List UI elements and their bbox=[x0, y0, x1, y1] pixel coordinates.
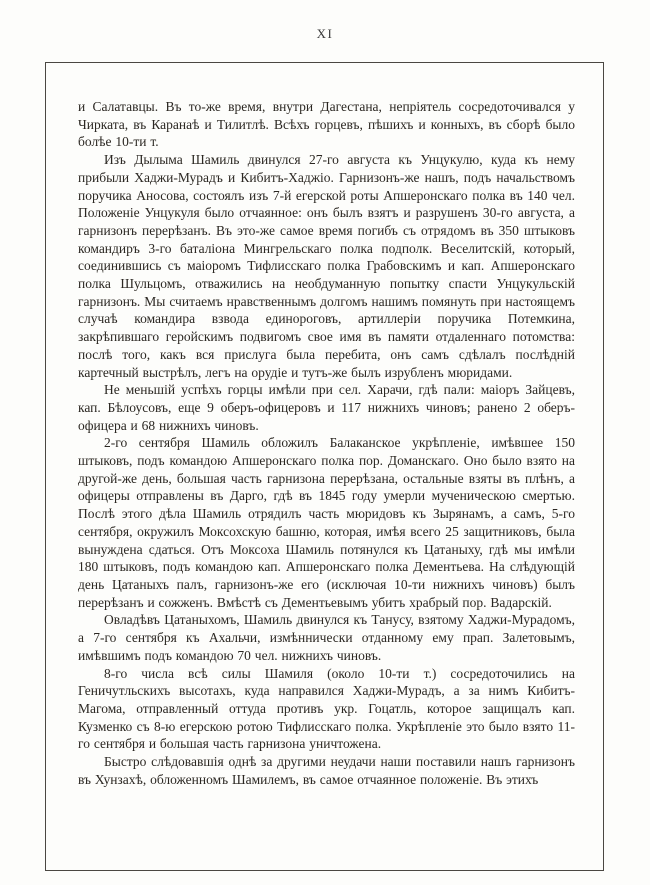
paragraph: 8-го числа всѣ силы Шамиля (около 10-ти т.) сосредоточились на Геничутльскихъ высотахъ, куда направился Хаджи-Мурадъ, а за нимъ Кибитъ-Магома, отправленный оттуда противъ укр. Гоцатль, которое защищалъ кап. Кузменко съ 8-ю егерскою ротою Тифлисскаго полка. Укрѣпленіе это было взято 11-го сентября и большая часть гарнизона уничтожена. bbox=[78, 665, 575, 752]
paragraph: Быстро слѣдовавшія однѣ за другими неудачи наши поставили нашъ гарнизонъ въ Хунзахѣ, обложенномъ Шамилемъ, въ самое отчаянное положеніе. Въ этихъ bbox=[78, 754, 575, 787]
paragraph: и Салатавцы. Въ то-же время, внутри Дагестана, непріятель сосредоточивался у Чирката, въ Каранаѣ и Тилитлѣ. Всѣхъ горцевъ, пѣшихъ и конныхъ, въ сборѣ было болѣе 10-ти т. bbox=[78, 99, 575, 150]
paragraph: Овладѣвъ Цатаныхомъ, Шамиль двинулся къ Танусу, взятому Хаджи-Мурадомъ, а 7-го сентября къ Ахальчи, измѣннически отданному ему прап. Залетовымъ, имѣвшимъ подъ командою 70 чел. нижнихъ чиновъ. bbox=[78, 612, 575, 663]
page-border-frame bbox=[45, 62, 604, 871]
paragraph: Не меньшій успѣхъ горцы имѣли при сел. Харачи, гдѣ пали: маіоръ Зайцевъ, кап. Бѣлоусовъ, еще 9 оберъ-офицеровъ и 117 нижнихъ чиновъ; ранено 2 оберъ-офицера и 68 нижнихъ чиновъ. bbox=[78, 382, 575, 433]
paragraph: 2-го сентября Шамиль обложилъ Балаканское укрѣпленіе, имѣвшее 150 штыковъ, подъ командою Апшеронскаго полка пор. Доманскаго. Оно было взято на другой-же день, большая часть гарнизона перерѣзана, остальные взяты въ плѣнъ, а офицеры отправлены въ Дарго, гдѣ въ 1845 году умерли мученическою смертью. Послѣ этого дѣла Шамиль отрядилъ часть мюридовъ къ Зырянамъ, а самъ, 5-го сентября, окружилъ Моксохскую башню, которая, имѣя всего 25 защитниковъ, была вынуждена сдаться. Отъ Моксоха Шамиль потянулся къ Цатаныху, гдѣ мы имѣли 180 штыковъ, подъ командою кап. Апшеронскаго полка Дементьева. На слѣдующій день Цатаныхъ палъ, гарнизонъ-же его (исключая 10-ти нижнихъ чиновъ) былъ перерѣзанъ и сожженъ. Вмѣстѣ съ Дементьевымъ убитъ храбрый пор. Вадарскій. bbox=[78, 435, 575, 610]
page-number: XI bbox=[316, 26, 334, 41]
text-block bbox=[46, 63, 603, 788]
paragraph: Изъ Дылыма Шамиль двинулся 27-го августа къ Унцукулю, куда къ нему прибыли Хаджи-Мурадъ и Кибитъ-Хаджіо. Гарнизонъ-же нашъ, подъ начальствомъ поручика Аносова, состоялъ изъ 7-й егерской роты Апшеронскаго полка въ 140 чел. Положеніе Унцукуля было отчаянное: онъ былъ взятъ и разрушенъ 30-го августа, а гарнизонъ перерѣзанъ. Въ это-же самое время погибъ съ отрядомъ въ 350 штыковъ командиръ 3-го баталіона Мингрельскаго полка подполк. Веселитскій, который, соединившись съ маіоромъ Тифлисскаго полка Грабовскимъ и кап. Апшеронскаго полка Шульцомъ, отважились на необдуманную попытку спасти Унцукульскій гарнизонъ. Мы считаемъ нравственнымъ долгомъ нашимъ помянуть при настоящемъ случаѣ командира взвода единороговъ, артиллеріи поручика Потемкина, закрѣпившаго геройскимъ подвигомъ свое имя въ памяти отдаленнаго потомства: послѣ того, какъ вся прислуга была перебита, онъ самъ сдѣлалъ послѣдній картечный выстрѣлъ, легъ на орудіе и тутъ-же былъ изрубленъ мюридами. bbox=[78, 152, 575, 380]
